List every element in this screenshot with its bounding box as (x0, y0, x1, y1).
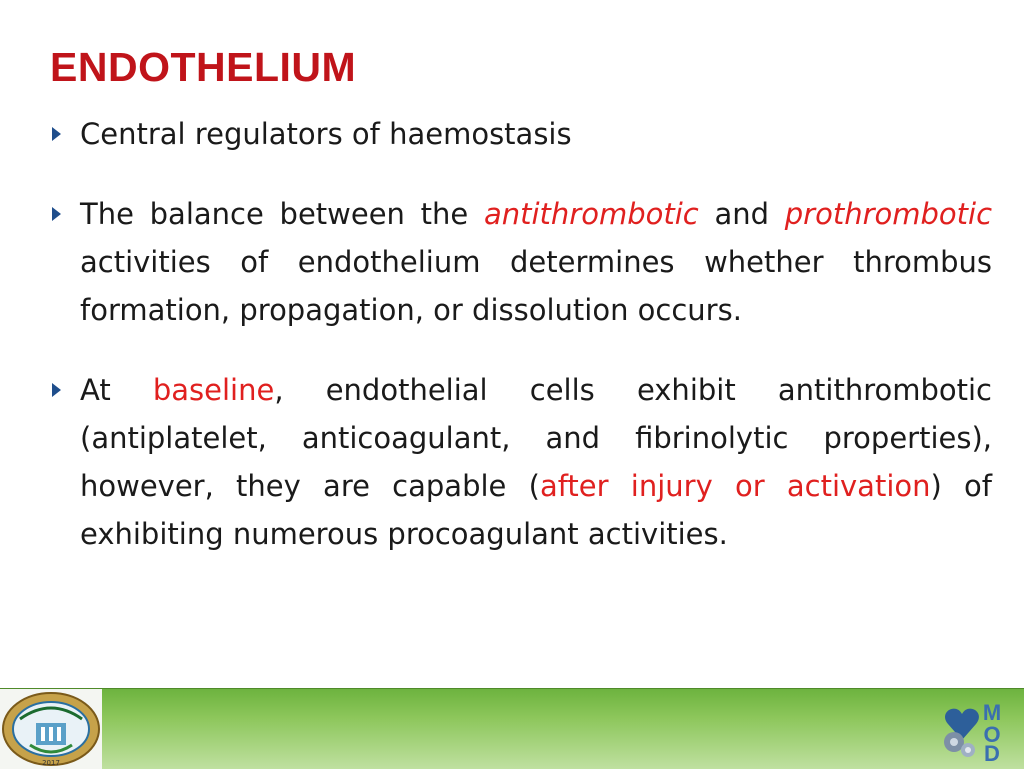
bullet-text-1: Central regulators of haemostasis (80, 117, 572, 151)
footer-bar (102, 688, 1024, 769)
text-segment: ) of exhibiting numerous procoagulant activities. (80, 469, 992, 551)
text-segment: , endothelial cells exhibit antithrombotic (antiplatelet, anticoagulant, and fibrinolytic properties), however, they are capable ( (80, 373, 992, 503)
logo-letter-o: O (983, 722, 1001, 747)
bullet-text-2 (80, 190, 992, 334)
bullet-text-3 (80, 366, 992, 558)
text-segment: At (80, 373, 153, 407)
bullet-list (52, 110, 992, 558)
bullet-item-1 (52, 110, 992, 180)
text-segment: and (698, 197, 785, 231)
highlight-baseline: baseline (152, 373, 275, 407)
seal-year: 2017 (42, 759, 60, 767)
bullet-item-2 (52, 190, 992, 334)
highlight-after-injury: after injury or activation (539, 469, 931, 503)
bullet-arrow-icon (52, 207, 61, 221)
footer (0, 688, 1024, 768)
mod-logo (934, 698, 1010, 762)
logo-letter-d: D (984, 741, 1000, 762)
slide-title: ENDOTHELIUM (50, 44, 357, 90)
bullet-item-3 (52, 366, 992, 558)
text-segment: The balance between the (80, 197, 484, 231)
highlight-antithrombotic: antithrombotic (483, 197, 699, 231)
bullet-arrow-icon (52, 383, 61, 397)
bullet-arrow-icon (52, 127, 61, 141)
highlight-prothrombotic: prothrombotic (784, 197, 993, 231)
university-seal-logo (0, 689, 102, 769)
logo-letter-m: M (982, 700, 1002, 725)
footer-logo-panel (0, 688, 102, 769)
text-segment: activities of endothelium determines whether thrombus formation, propagation, or dissolution occurs. (80, 245, 992, 327)
